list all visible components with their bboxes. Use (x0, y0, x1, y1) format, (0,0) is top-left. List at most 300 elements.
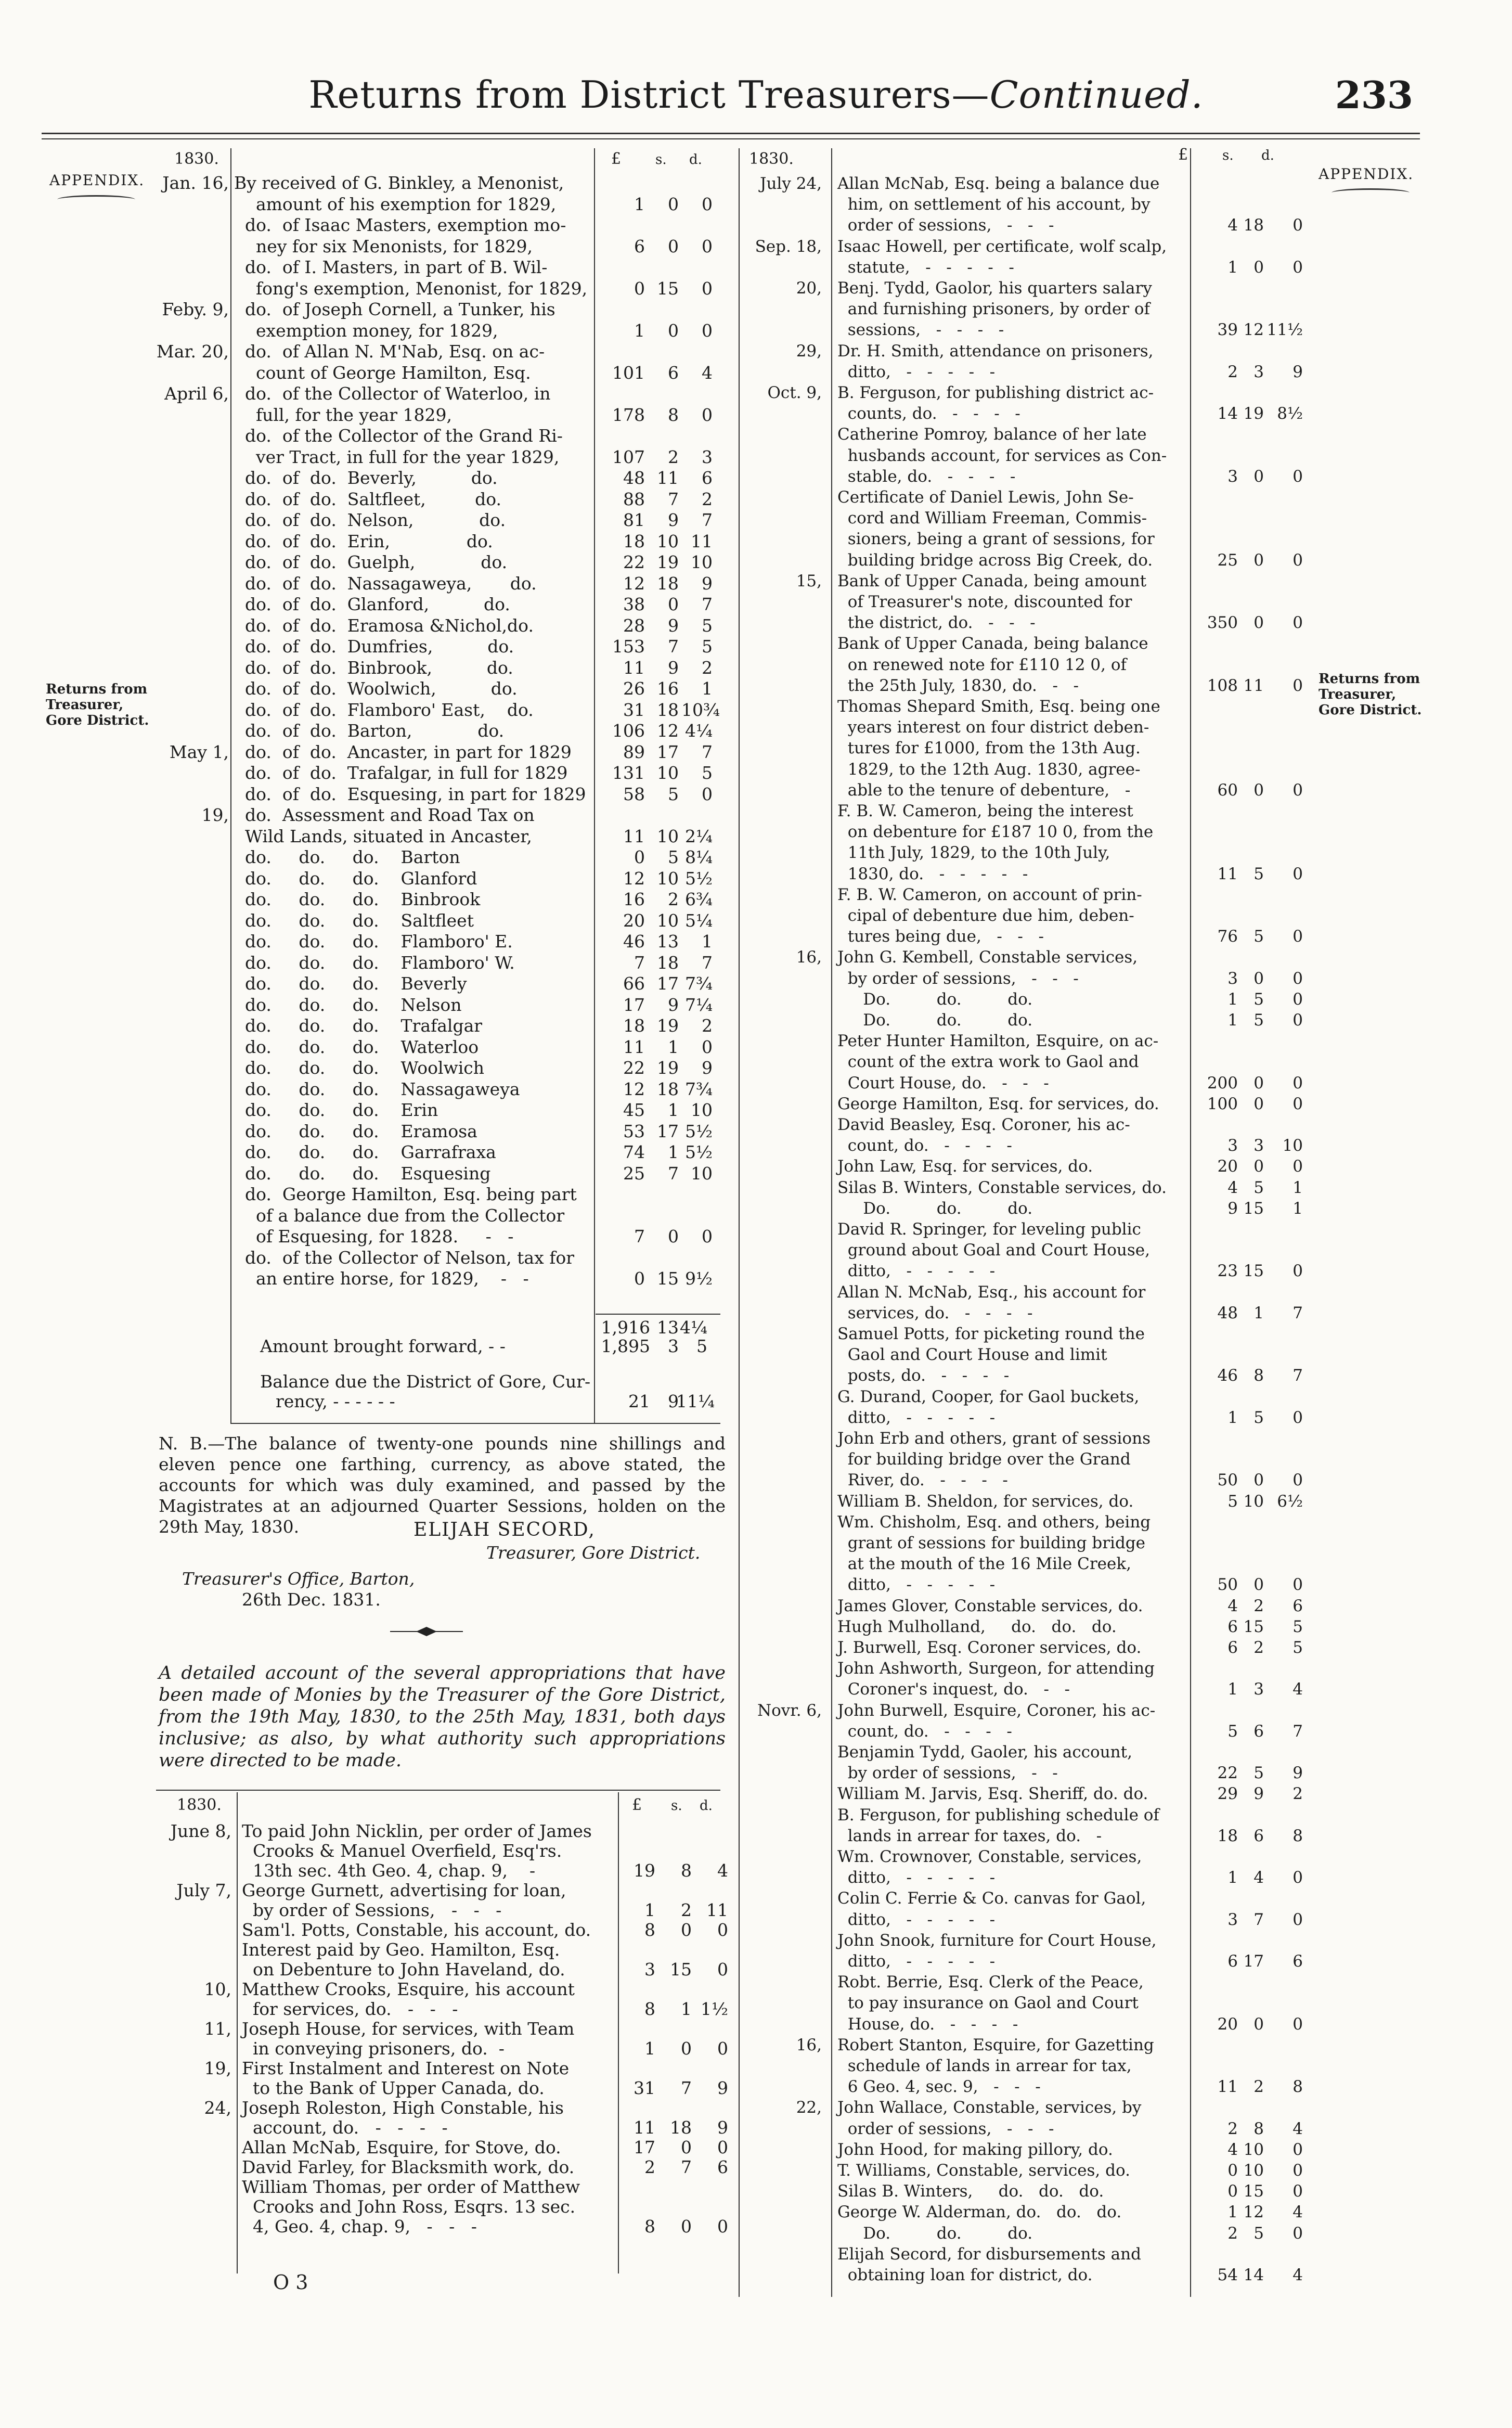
row-shillings: 5 (1253, 2224, 1264, 2243)
row-shillings: 19 (657, 552, 679, 572)
row-text: do. of do. Guelph, do. (234, 552, 508, 572)
side-note-right (1319, 671, 1421, 718)
row-text: B. Ferguson, for publishing district ac- (837, 383, 1154, 402)
row-text: grant of sessions for building bridge (837, 1534, 1145, 1552)
row-text: Certificate of Daniel Lewis, John Se- (837, 488, 1134, 507)
ledger-row (733, 1534, 1311, 1553)
row-shillings: 15 (670, 1959, 692, 1980)
ledger-row (130, 2019, 728, 2038)
row-shillings: 0 (1253, 969, 1264, 988)
row-shillings: 14 (1243, 2266, 1264, 2284)
row-text: House, do. - - - - (837, 2014, 1018, 2034)
row-pounds: 31 (634, 2078, 655, 2098)
row-pounds: 11 (1217, 2077, 1238, 2097)
row-pounds: 88 (623, 489, 645, 509)
row-text: 6 Geo. 4, sec. 9, - - - (837, 2077, 1041, 2097)
row-pence: 5 (1293, 1617, 1303, 1636)
row-pounds: 1 (634, 320, 645, 341)
ledger-row (733, 593, 1311, 612)
balance-shillings: 9 (668, 1391, 679, 1411)
ledger-row (62, 931, 718, 950)
row-text: Silas B. Winters, do. do. do. (837, 2182, 1104, 2201)
row-text: do. of do. Barton, do. (234, 721, 505, 741)
ledger-row (130, 1860, 728, 1880)
row-text: do. of do. Erin, do. (234, 531, 493, 551)
side-note-line: Treasurer, (1319, 687, 1397, 702)
ledger-row (733, 1513, 1311, 1532)
page-number: 233 (1335, 73, 1413, 117)
row-shillings: 3 (1253, 362, 1264, 381)
ledger-row (733, 279, 1311, 298)
row-shillings: 10 (1243, 2140, 1264, 2159)
row-shillings: 15 (657, 278, 679, 299)
row-pounds: 0 (1227, 2182, 1238, 2201)
ledger-row (62, 1079, 718, 1098)
row-pence: 2 (1293, 1784, 1303, 1804)
row-pounds: 53 (623, 1121, 645, 1141)
row-pounds: 178 (612, 404, 645, 425)
row-pounds: 29 (1217, 1784, 1238, 1804)
row-text: on debenture for £187 10 0, from the (837, 823, 1154, 842)
ledger-row (733, 1659, 1311, 1678)
row-date: 29, (796, 341, 822, 361)
row-shillings: 15 (1243, 1617, 1264, 1636)
row-text: Do. do. do. (837, 1011, 1033, 1030)
ledger-row (733, 1178, 1311, 1198)
row-text: do. do. do. Woolwich (234, 1058, 485, 1078)
row-text: 4, Geo. 4, chap. 9, - - - (242, 2216, 477, 2237)
row-text: Gaol and Court House and limit (837, 1345, 1107, 1365)
balance-pounds: 21 (628, 1391, 650, 1411)
row-text: stable, do. - - - - (837, 467, 1016, 486)
ledger-row (62, 236, 718, 255)
row-pence: 0 (717, 2216, 728, 2237)
row-pounds: 7 (634, 1226, 645, 1247)
row-shillings: 19 (657, 1016, 679, 1036)
row-text: By received of G. Binkley, a Menonist, (234, 173, 564, 193)
row-pence: 5½ (685, 1121, 713, 1141)
signature-name: ELIJAH SECORD, (413, 1519, 596, 1540)
row-pounds: 3 (1227, 467, 1238, 486)
row-text: in conveying prisoners, do. - (242, 2038, 505, 2059)
row-pounds: 81 (623, 510, 645, 530)
ledger-row (733, 1366, 1311, 1385)
row-text: do. George Hamilton, Esq. being part (234, 1184, 577, 1204)
ledger-row (130, 2117, 728, 2137)
ledger-row (733, 1701, 1311, 1720)
ledger-row (733, 656, 1311, 675)
ledger-row (733, 1157, 1311, 1176)
ledger-row (62, 299, 718, 318)
row-pounds: 22 (623, 1058, 645, 1078)
row-shillings: 8 (681, 1860, 692, 1881)
row-pounds: 1 (1227, 258, 1238, 277)
row-pounds: 18 (1217, 1826, 1238, 1845)
row-text: by order of sessions, - - (837, 1764, 1058, 1783)
row-text: Do. do. do. (837, 1199, 1033, 1218)
row-text: on Debenture to John Haveland, do. (242, 1959, 565, 1980)
ledger-row (733, 906, 1311, 926)
row-shillings: 17 (657, 973, 679, 994)
row-shillings: 0 (1253, 613, 1264, 633)
ledger-row (733, 363, 1311, 382)
row-pence: 0 (702, 1226, 713, 1247)
row-text: do. of I. Masters, in part of B. Wil- (234, 257, 548, 277)
row-pounds: 3 (1227, 1910, 1238, 1929)
row-pence: 5 (1293, 1638, 1303, 1657)
row-pounds: 131 (612, 763, 645, 783)
row-pence: 8 (1293, 1826, 1303, 1845)
row-pounds: 8 (644, 1920, 655, 1940)
row-text: Bank of Upper Canada, being balance (837, 634, 1148, 653)
row-shillings: 18 (657, 573, 679, 594)
row-date: 24, (204, 2098, 231, 2118)
row-shillings: 0 (668, 594, 679, 614)
row-pounds: 14 (1217, 404, 1238, 423)
ledger-row (62, 678, 718, 698)
row-shillings: 7 (668, 636, 679, 657)
ledger-row (733, 1680, 1311, 1699)
row-shillings: 11 (1243, 676, 1264, 695)
row-shillings: 0 (1253, 1575, 1264, 1595)
row-text: to the Bank of Upper Canada, do. (242, 2078, 545, 2098)
row-text: to pay insurance on Gaol and Court (837, 1994, 1139, 2013)
row-shillings: 5 (1253, 990, 1264, 1009)
ledger-row (62, 721, 718, 740)
row-text: Robert Stanton, Esquire, for Gazetting (837, 2035, 1154, 2054)
row-text: ditto, - - - - - (837, 1575, 996, 1595)
total-rule (596, 1314, 720, 1315)
row-text: services, do. - - - - (837, 1303, 1033, 1322)
row-date: 16, (796, 948, 822, 967)
row-pence: 1 (1293, 1178, 1303, 1197)
row-date: 19, (204, 2058, 231, 2078)
ledger-row (733, 1743, 1311, 1762)
ledger-row (733, 1889, 1311, 1908)
ledger-row (733, 1994, 1311, 2013)
row-shillings: 8 (1253, 2119, 1264, 2138)
lower-table-top-rule (156, 1790, 720, 1791)
row-text: Samuel Potts, for picketing round the (837, 1325, 1145, 1343)
ledger-row (733, 2266, 1311, 2285)
row-text: do. do. do. Barton (234, 847, 460, 867)
row-shillings: 0 (668, 320, 679, 341)
ledger-row (62, 489, 718, 508)
row-text: account, do. - - - - (242, 2117, 448, 2138)
row-date: July 7, (176, 1880, 231, 1900)
ledger-row (733, 1722, 1311, 1741)
row-shillings: 0 (1253, 467, 1264, 486)
row-text: lands in arrear for taxes, do. - (837, 1826, 1102, 1845)
row-pounds: 28 (623, 615, 645, 636)
ledger-row (62, 594, 718, 613)
ledger-row (733, 718, 1311, 737)
row-text: ground about Goal and Court House, (837, 1241, 1151, 1260)
row-shillings: 12 (1243, 320, 1264, 340)
appendix-brace-right (1332, 188, 1410, 197)
row-shillings: 7 (1253, 1910, 1264, 1929)
ledger-row (733, 760, 1311, 779)
row-pounds: 17 (623, 994, 645, 1015)
ledger-row (733, 2015, 1311, 2034)
row-pence: 4 (702, 362, 713, 383)
row-pounds: 58 (623, 783, 645, 804)
row-date: Feby. 9, (162, 299, 229, 319)
row-text: 13th sec. 4th Geo. 4, chap. 9, - (242, 1860, 536, 1881)
ledger-row (733, 2119, 1311, 2139)
ledger-row (733, 383, 1311, 403)
ledger-row (733, 969, 1311, 988)
ledger-row (62, 447, 718, 466)
row-shillings: 0 (1253, 258, 1264, 277)
row-text: do. of do. Binbrook, do. (234, 657, 513, 678)
ledger-row (62, 615, 718, 635)
ledger-row (733, 1136, 1311, 1155)
row-pounds: 1 (1227, 1408, 1238, 1427)
row-text: John Erb and others, grant of sessions (837, 1429, 1151, 1448)
ledger-row (130, 1880, 728, 1899)
ledger-row (733, 1304, 1311, 1323)
row-pence: 10 (691, 552, 713, 572)
brought-shillings: 3 (668, 1336, 679, 1356)
row-shillings: 3 (1253, 1136, 1264, 1155)
ledger-row (130, 2098, 728, 2117)
ledger-row (62, 1037, 718, 1056)
ledger-row (733, 2036, 1311, 2055)
row-shillings: 4 (1253, 1868, 1264, 1887)
row-text: John Snook, furniture for Court House, (837, 1931, 1157, 1950)
ledger-row (733, 195, 1311, 214)
row-pence: 0 (1293, 2140, 1303, 2159)
row-text: David Farley, for Blacksmith work, do. (242, 2157, 575, 2177)
row-text: Allan McNab, Esq. being a balance due (837, 174, 1160, 193)
row-text: years interest on four district deben- (837, 718, 1149, 737)
ledger-row (130, 2078, 728, 2097)
row-text: of Esquesing, for 1828. - - (234, 1226, 514, 1247)
row-shillings: 15 (1243, 2182, 1264, 2201)
row-text: River, do. - - - - (837, 1471, 1008, 1490)
row-shillings: 10 (657, 763, 679, 783)
ledger-row (130, 2196, 728, 2216)
ledger-row (733, 1617, 1311, 1637)
row-pence: 0 (702, 236, 713, 256)
row-pounds: 20 (1217, 1157, 1238, 1176)
ledger-row (62, 1268, 718, 1288)
row-text: F. B. W. Cameron, on account of prin- (837, 885, 1142, 904)
row-shillings: 18 (657, 699, 679, 720)
row-pence: 0 (1293, 676, 1303, 695)
row-text: ditto, - - - - - (837, 1952, 996, 1971)
ledger-row (62, 1100, 718, 1119)
ledger-row (733, 843, 1311, 863)
row-pence: 0 (1293, 780, 1303, 800)
row-shillings: 9 (1253, 1784, 1264, 1804)
row-pence: 7 (702, 510, 713, 530)
ledger-row (130, 1979, 728, 1998)
row-pounds: 1 (1227, 1868, 1238, 1887)
balance-label-row (62, 1371, 718, 1391)
row-text: do. do. do. Waterloo (234, 1036, 479, 1057)
row-shillings: 3 (1253, 1680, 1264, 1699)
row-pounds: 16 (623, 889, 645, 909)
ledger-row (62, 805, 718, 824)
row-text: First Instalment and Interest on Note (242, 2058, 570, 2078)
row-pence: 0 (1293, 216, 1303, 235)
ledger-row (130, 1920, 728, 1939)
ledger-row (733, 258, 1311, 277)
row-shillings: 0 (1253, 1094, 1264, 1113)
row-shillings: 17 (657, 741, 679, 762)
ledger-row (733, 1638, 1311, 1658)
row-text: fong's exemption, Menonist, for 1829, (234, 278, 588, 299)
row-text: George Hamilton, Esq. for services, do. (837, 1094, 1159, 1113)
signature-mark: O 3 (273, 2271, 308, 2294)
row-shillings: 1 (668, 1142, 679, 1162)
ledger-row (62, 889, 718, 908)
row-text: B. Ferguson, for publishing schedule of (837, 1805, 1159, 1825)
row-pence: 4¼ (685, 721, 713, 741)
ledger-row (62, 510, 718, 529)
row-shillings: 17 (1243, 1952, 1264, 1971)
row-pence: 10 (691, 1163, 713, 1184)
row-pounds: 4 (1227, 216, 1238, 235)
ledger-row (62, 658, 718, 677)
row-text: him, on settlement of his account, by (837, 195, 1151, 214)
row-text: do. of do. Glanford, do. (234, 594, 510, 614)
row-pounds: 26 (623, 678, 645, 699)
row-date: Mar. 20, (156, 341, 229, 362)
row-pounds: 89 (623, 741, 645, 762)
row-text: do. of do. Flamboro' East, do. (234, 699, 534, 720)
row-pence: 5 (702, 763, 713, 783)
row-text: ditto, - - - - - (837, 1910, 996, 1929)
row-pence: 2 (702, 1016, 713, 1036)
ledger-row (733, 320, 1311, 340)
row-pence: 1½ (701, 1999, 728, 2019)
row-pence: 0 (702, 278, 713, 299)
row-text: Do. do. do. (837, 2224, 1033, 2243)
row-pence: 0 (1293, 927, 1303, 946)
row-date: July 24, (760, 174, 822, 193)
row-text: building bridge across Big Creek, do. (837, 550, 1153, 570)
row-text: do. do. do. Trafalgar (234, 1016, 483, 1036)
row-pence: 7 (702, 952, 713, 973)
ledger-row (733, 488, 1311, 507)
row-text: do. of do. Woolwich, do. (234, 678, 518, 699)
ledger-row (733, 1199, 1311, 1218)
ledger-row (130, 2058, 728, 2077)
pence-head: d. (689, 152, 702, 168)
right-shillings-head: s. (1222, 148, 1234, 163)
ledger-row (62, 784, 718, 803)
left-year: 1830. (174, 150, 219, 168)
row-shillings: 0 (681, 2038, 692, 2059)
ledger-row (62, 426, 718, 445)
row-shillings: 5 (1253, 927, 1264, 946)
row-pounds: 1 (644, 2038, 655, 2059)
row-pence: 7 (702, 741, 713, 762)
row-shillings: 9 (668, 657, 679, 678)
row-text: ney for six Menonists, for 1829, (234, 236, 533, 256)
ledger-row (733, 1345, 1311, 1365)
row-pounds: 106 (612, 721, 645, 741)
ledger-row (733, 1115, 1311, 1135)
ledger-row (733, 1868, 1311, 1887)
ledger-row (733, 781, 1311, 800)
row-text: do. of do. Nelson, do. (234, 510, 506, 530)
ledger-row (733, 1555, 1311, 1574)
ledger-row (733, 697, 1311, 716)
row-text: do. of do. Dumfries, do. (234, 636, 514, 657)
row-text: Matthew Crooks, Esquire, his account (242, 1979, 575, 1999)
ledger-row (733, 1597, 1311, 1616)
row-shillings: 5 (1253, 864, 1264, 883)
ledger-row (62, 215, 718, 234)
row-pounds: 11 (623, 657, 645, 678)
ledger-row (62, 1226, 718, 1245)
row-pence: 0 (1293, 1073, 1303, 1093)
row-shillings: 0 (1253, 1471, 1264, 1490)
ledger-row (733, 1011, 1311, 1030)
brought-forward-label: Amount brought forward, - - (260, 1336, 506, 1356)
row-date: June 8, (170, 1821, 231, 1841)
balance-label-1: Balance due the District of Gore, Cur- (260, 1371, 591, 1392)
row-shillings: 18 (1243, 216, 1264, 235)
row-text: Allan McNab, Esquire, for Stove, do. (242, 2137, 561, 2157)
ledger-row (733, 1575, 1311, 1595)
side-note-line: Returns from (1319, 671, 1420, 687)
row-shillings: 5 (1253, 1764, 1264, 1783)
ledger-row (733, 1764, 1311, 1783)
disbursements-column-right (733, 174, 1311, 2292)
row-pence: 0 (717, 1920, 728, 1940)
row-pounds: 11 (634, 2117, 655, 2138)
row-text: do. of the Collector of Waterloo, in (234, 383, 551, 404)
row-pence: 0 (1293, 1910, 1303, 1929)
row-pounds: 12 (623, 1078, 645, 1099)
row-pounds: 1 (644, 1900, 655, 1920)
row-pence: 0 (717, 2137, 728, 2157)
row-shillings: 7 (681, 2078, 692, 2098)
row-pounds: 6 (634, 236, 645, 256)
row-pounds: 20 (623, 910, 645, 931)
row-text: John Ashworth, Surgeon, for attending (837, 1659, 1155, 1678)
ledger-row (733, 1973, 1311, 1992)
row-pence: 0 (1293, 467, 1303, 486)
ledger-row (733, 1408, 1311, 1428)
row-pence: 11 (691, 531, 713, 551)
row-pence: 0 (1293, 1408, 1303, 1427)
ledger-row (733, 1283, 1311, 1302)
row-text: 1830, do. - - - - - (837, 864, 1028, 883)
row-text: do. of the Collector of the Grand Ri- (234, 426, 563, 446)
ledger-row (733, 1074, 1311, 1093)
row-shillings: 0 (668, 1226, 679, 1247)
row-shillings: 5 (1253, 1178, 1264, 1197)
row-pence: 7¾ (685, 973, 713, 994)
row-pounds: 11 (623, 1036, 645, 1057)
ledger-row (733, 2203, 1311, 2222)
row-pounds: 66 (623, 973, 645, 994)
ledger-row (62, 700, 718, 719)
row-shillings: 5 (1253, 1408, 1264, 1427)
row-text: Elijah Secord, for disbursements and (837, 2244, 1141, 2264)
row-date: Sep. 18, (755, 237, 822, 256)
ledger-row (130, 1841, 728, 1860)
row-text: T. Williams, Constable, services, do. (837, 2161, 1130, 2180)
row-text: tures being due, - - - (837, 927, 1044, 946)
ledger-row (733, 2057, 1311, 2076)
